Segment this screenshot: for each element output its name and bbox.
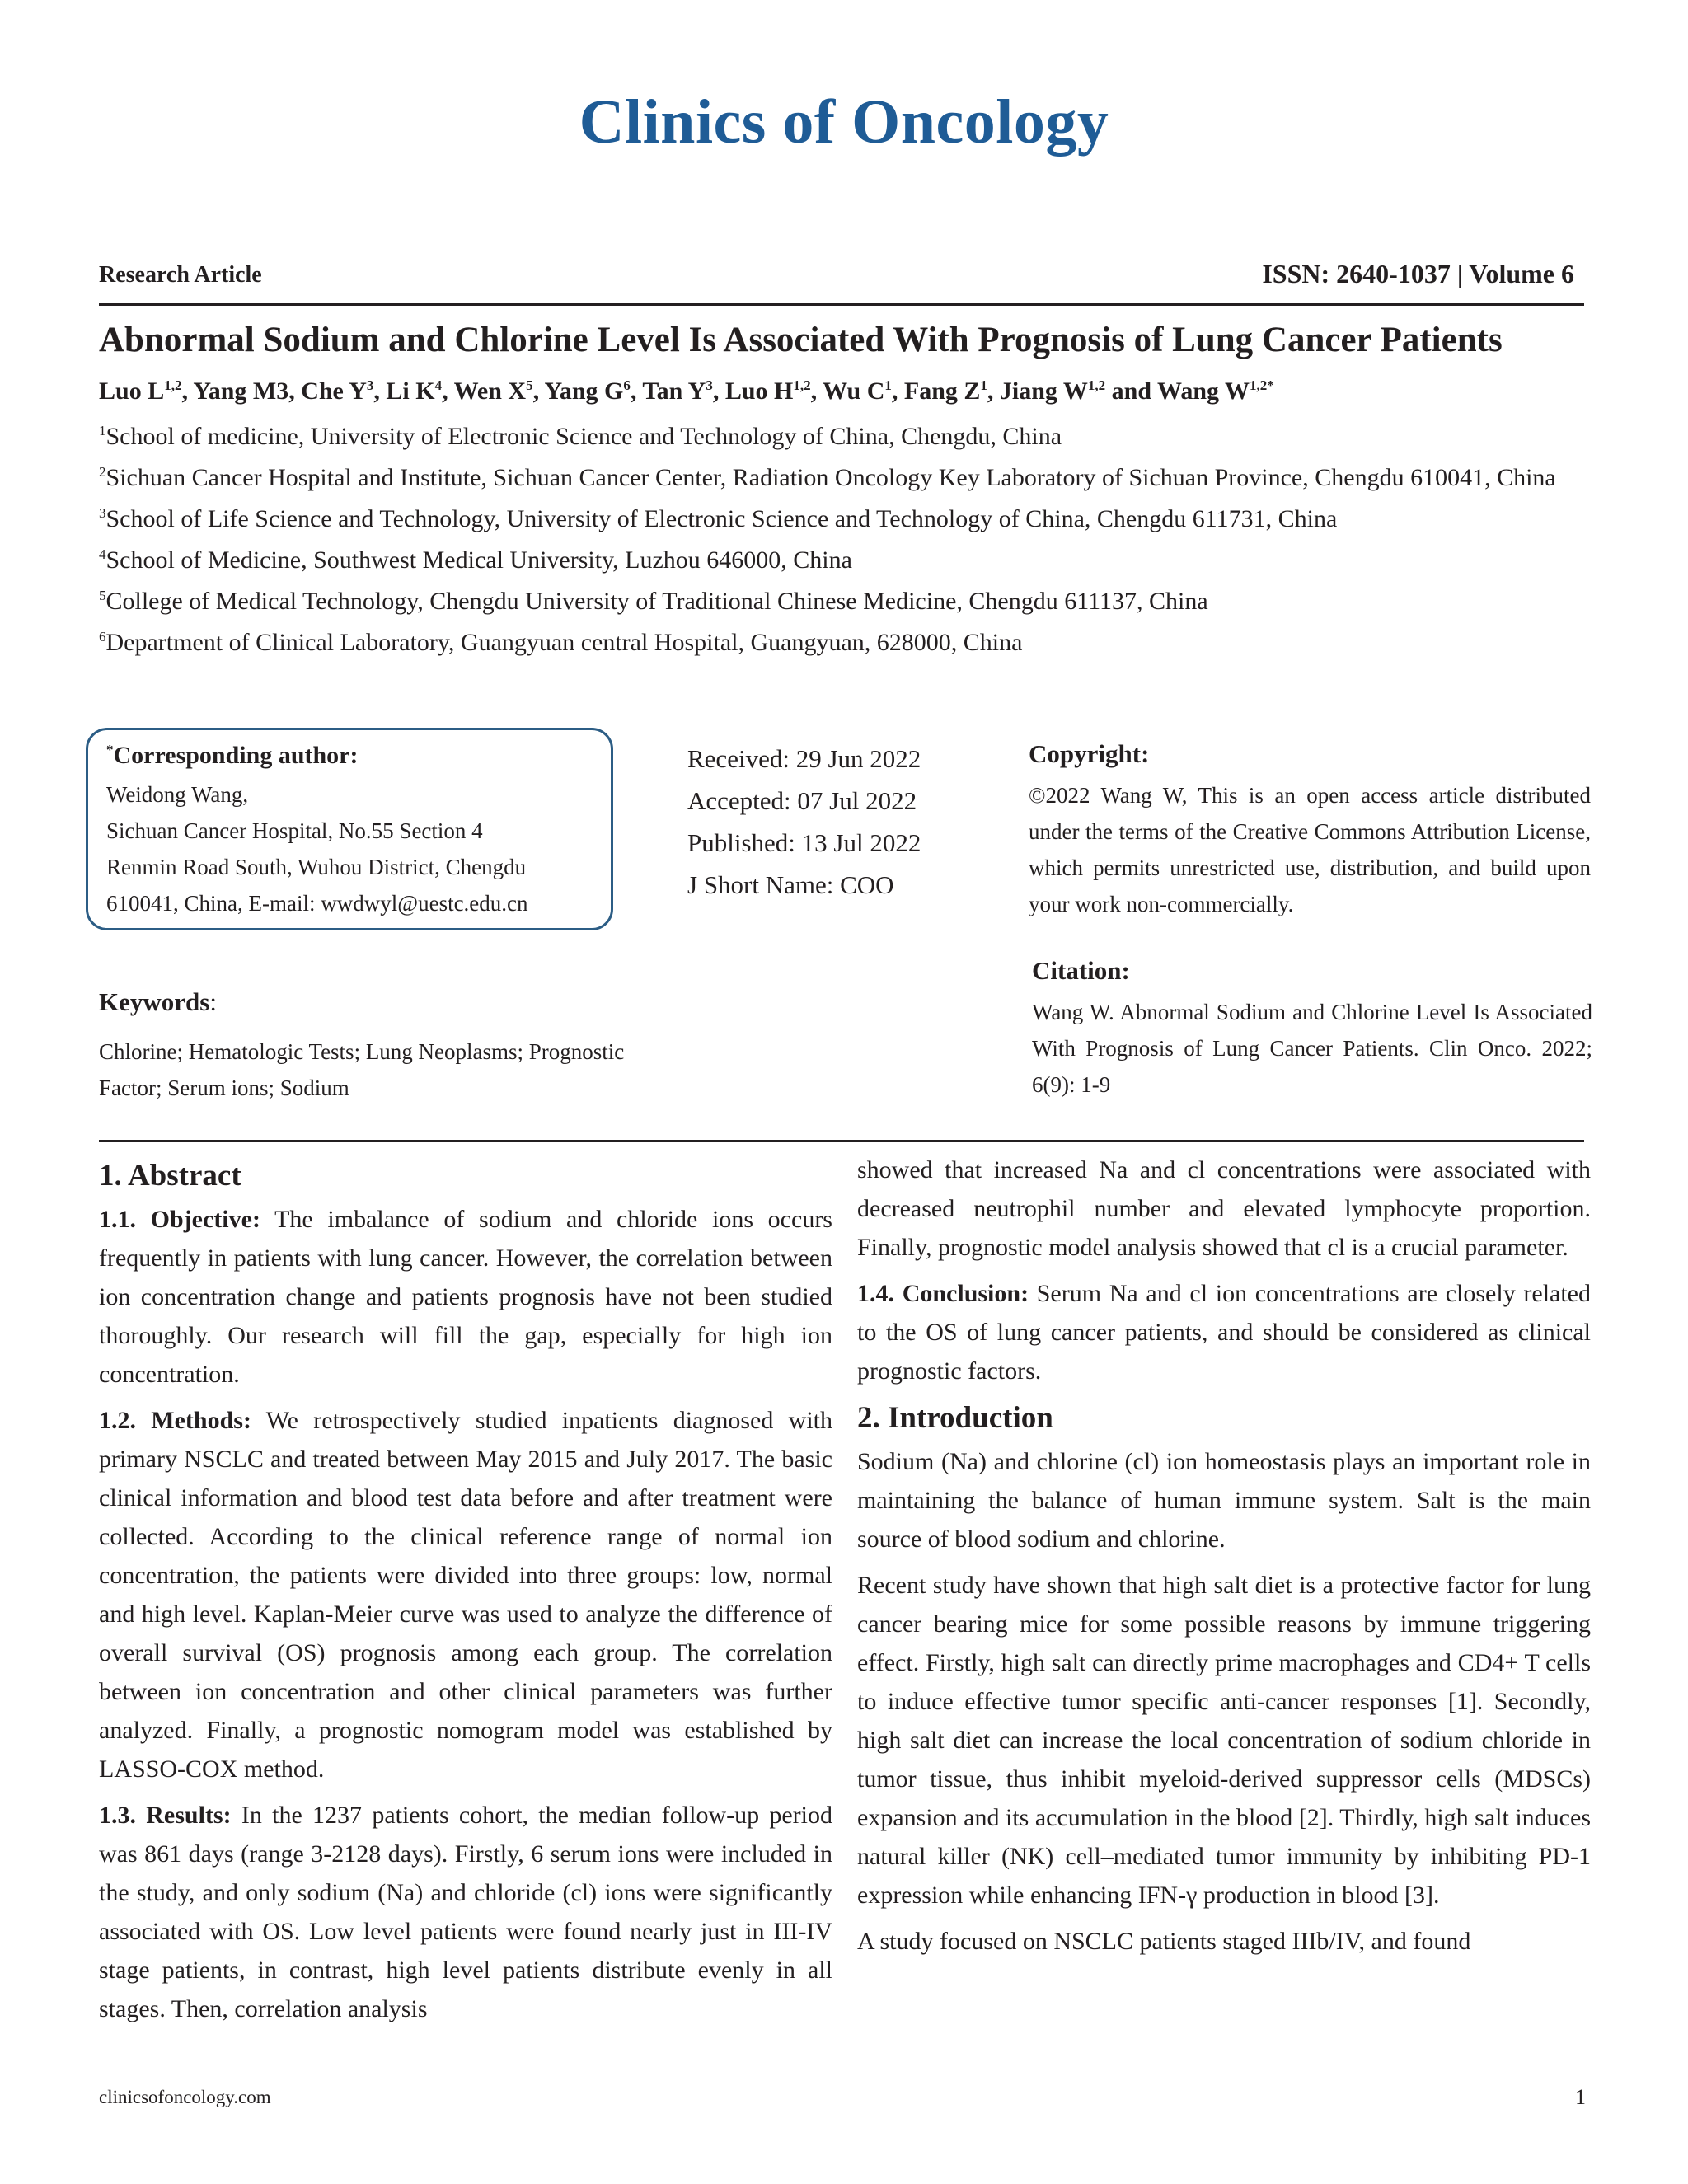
corresponding-email-line[interactable]: 610041, China, E-mail: wwdwyl@uestc.edu.cn xyxy=(106,891,528,916)
affiliation: $^1$School of medicine, University of Electronic Science and Technology of China, Chengdu, China xyxy=(99,423,1062,450)
copyright-block xyxy=(1029,739,1591,922)
article-type: Research Article xyxy=(99,262,262,288)
article-dates xyxy=(687,738,921,906)
journal-short-name: J Short Name: COO xyxy=(687,870,894,899)
right-column xyxy=(857,1151,1591,1968)
author: Luo H$^{1,2}$, xyxy=(724,377,823,405)
author: Wang $W^{1,2*}$ xyxy=(1156,377,1274,405)
corresponding-line: Renmin Road South, Wuhou District, Chengdu xyxy=(106,855,527,879)
corresponding-line: Weidong Wang, xyxy=(106,782,249,807)
affiliation: $^3$School of Life Science and Technology, University of Electronic Science and Technology of China, Chengdu 611731, China xyxy=(99,505,1338,532)
keywords-block xyxy=(99,987,626,1106)
abstract-results: 1.3. Results: In the 1237 patients cohort, the median follow-up period was 861 days (range 3-2128 days). Firstly, 6 serum ions were included in the study, and only sodium (Na) and chloride (cl) ions were significantly associated with OS. Low level patients were found nearly just in III-IV stage patients, in contrast, high level patients distribute evenly in all stages. Then, correlation analysis xyxy=(99,1802,832,2022)
keywords-heading: Keywords: xyxy=(99,987,217,1016)
affiliation: $^4$School of Medicine, Southwest Medical University, Luzhou 646000, China xyxy=(99,546,852,574)
abstract-heading: 1. Abstract xyxy=(99,1159,241,1193)
keywords-text: Chlorine; Hematologic Tests; Lung Neoplasms; Prognostic Factor; Serum ions; Sodium xyxy=(99,1039,625,1100)
author: Yang $G^6$, xyxy=(544,377,643,405)
received-date: Received: 29 Jun 2022 xyxy=(687,744,921,773)
introduction-paragraph: Recent study have shown that high salt diet is a protective factor for lung cancer bearing mice for some possible reasons by immune triggering effect. Firstly, high salt can directly prime macrophages and CD4+ T cells to induce effective tumor specific anti-cancer responses [1]. Secondly, high salt diet can increase the local concentration of sodium chloride in tumor tissue, thus inhibit myeloid-derived suppressor cells (MDSCs) expansion and its accumulation in the blood [2]. Thirdly, high salt induces natural killer (NK) cell–mediated tumor immunity by inhibiting PD-1 expression while enhancing IFN-γ production in blood [3]. xyxy=(857,1572,1591,1909)
article-title: Abnormal Sodium and Chlorine Level Is Associated With Prognosis of Lung Cancer Patients xyxy=(99,321,1503,359)
author: Fang $Z^1$, xyxy=(903,377,1000,405)
journal-title: Clinics of Oncology xyxy=(579,87,1109,157)
affiliation: $^5$College of Medical Technology, Chengdu University of Traditional Chinese Medicine, Chengdu 611137, China xyxy=(99,588,1208,615)
copyright-text: ©2022 Wang W, This is an open access article distributed under the terms of the Creative Commons Attribution License, which permits unrestricted use, distribution, and build upon your work non-commercially. xyxy=(1029,783,1591,916)
published-date: Published: 13 Jul 2022 xyxy=(687,828,921,857)
abstract-conclusion: 1.4. Conclusion: Serum Na and cl ion concentrations are closely related to the OS of lung cancer patients, and should be considered as clinical prognostic factors. xyxy=(857,1280,1591,1385)
author: Li $K^4$, xyxy=(386,377,454,405)
introduction-heading: 2. Introduction xyxy=(857,1401,1053,1435)
author-list xyxy=(99,377,1599,405)
introduction-paragraph: A study focused on NSCLC patients staged IIIb/IV, and found xyxy=(857,1928,1471,1955)
corresponding-author-heading: *Corresponding author: xyxy=(106,742,359,769)
page-number: 1 xyxy=(1575,2085,1586,2109)
corresponding-author-box xyxy=(86,728,613,930)
author: Wen $X^5$, xyxy=(453,377,545,405)
header-bar xyxy=(99,259,1584,306)
author: Yang M3, Che $Y^3$, xyxy=(193,377,387,405)
introduction-paragraph: Sodium (Na) and chlorine (cl) ion homeostasis plays an important role in maintaining the balance of human immune system. Salt is the main source of blood sodium and chlorine. xyxy=(857,1448,1591,1553)
section-divider xyxy=(99,1140,1584,1142)
author: Tan $Y^3$, xyxy=(642,377,725,405)
affiliation: $^6$Department of Clinical Laboratory, Guangyuan central Hospital, Guangyuan, 628000, China xyxy=(99,629,1023,656)
copyright-heading: Copyright: xyxy=(1029,739,1150,768)
abstract-objective: 1.1. Objective: The imbalance of sodium and chloride ions occurs frequently in patients with lung cancer. However, the correlation between ion concentration change and patients prognosis have not been studied thoroughly. Our research will fill the gap, especially for high ion concentration. xyxy=(99,1206,832,1388)
author: Jiang W$^{1,2}$ and xyxy=(999,377,1157,405)
abstract-methods: 1.2. Methods: We retrospectively studied inpatients diagnosed with primary NSCLC and treated between May 2015 and July 2017. The basic clinical information and blood test data before and after treatment were collected. According to the clinical reference range of normal ion concentration, the patients were divided into three groups: low, normal and high level. Kaplan-Meier curve was used to analyze the difference of overall survival (OS) prognosis among each group. The correlation between ion concentration and other clinical parameters was further analyzed. Finally, a prognostic nomogram model was established by LASSO-COX method. xyxy=(99,1407,833,1783)
author: Wu $C^1$, xyxy=(823,377,904,405)
abstract-results-continued: showed that increased Na and cl concentrations were associated with decreased neutrophil number and elevated lymphocyte proportion. Finally, prognostic model analysis showed that cl is a crucial parameter. xyxy=(857,1156,1591,1261)
author: Luo L$^{1,2}$, xyxy=(99,377,194,405)
corresponding-line: Sichuan Cancer Hospital, No.55 Section 4 xyxy=(106,818,483,843)
citation-text: Wang W. Abnormal Sodium and Chlorine Level Is Associated With Prognosis of Lung Cancer Patients. Clin Onco. 2022; 6(9): 1-9 xyxy=(1032,1000,1592,1097)
affiliations xyxy=(99,416,1591,663)
citation-heading: Citation: xyxy=(1032,956,1130,985)
issn-volume: ISSN: 2640-1037 | Volume 6 xyxy=(1262,259,1574,288)
citation-block xyxy=(1032,956,1592,1103)
accepted-date: Accepted: 07 Jul 2022 xyxy=(687,786,917,815)
affiliation: $^2$Sichuan Cancer Hospital and Institute, Sichuan Cancer Center, Radiation Oncology Key Laboratory of Sichuan Province, Chengdu 610041, China xyxy=(99,464,1556,491)
footer-url[interactable]: clinicsofoncology.com xyxy=(99,2087,271,2107)
left-column xyxy=(99,1155,832,2036)
